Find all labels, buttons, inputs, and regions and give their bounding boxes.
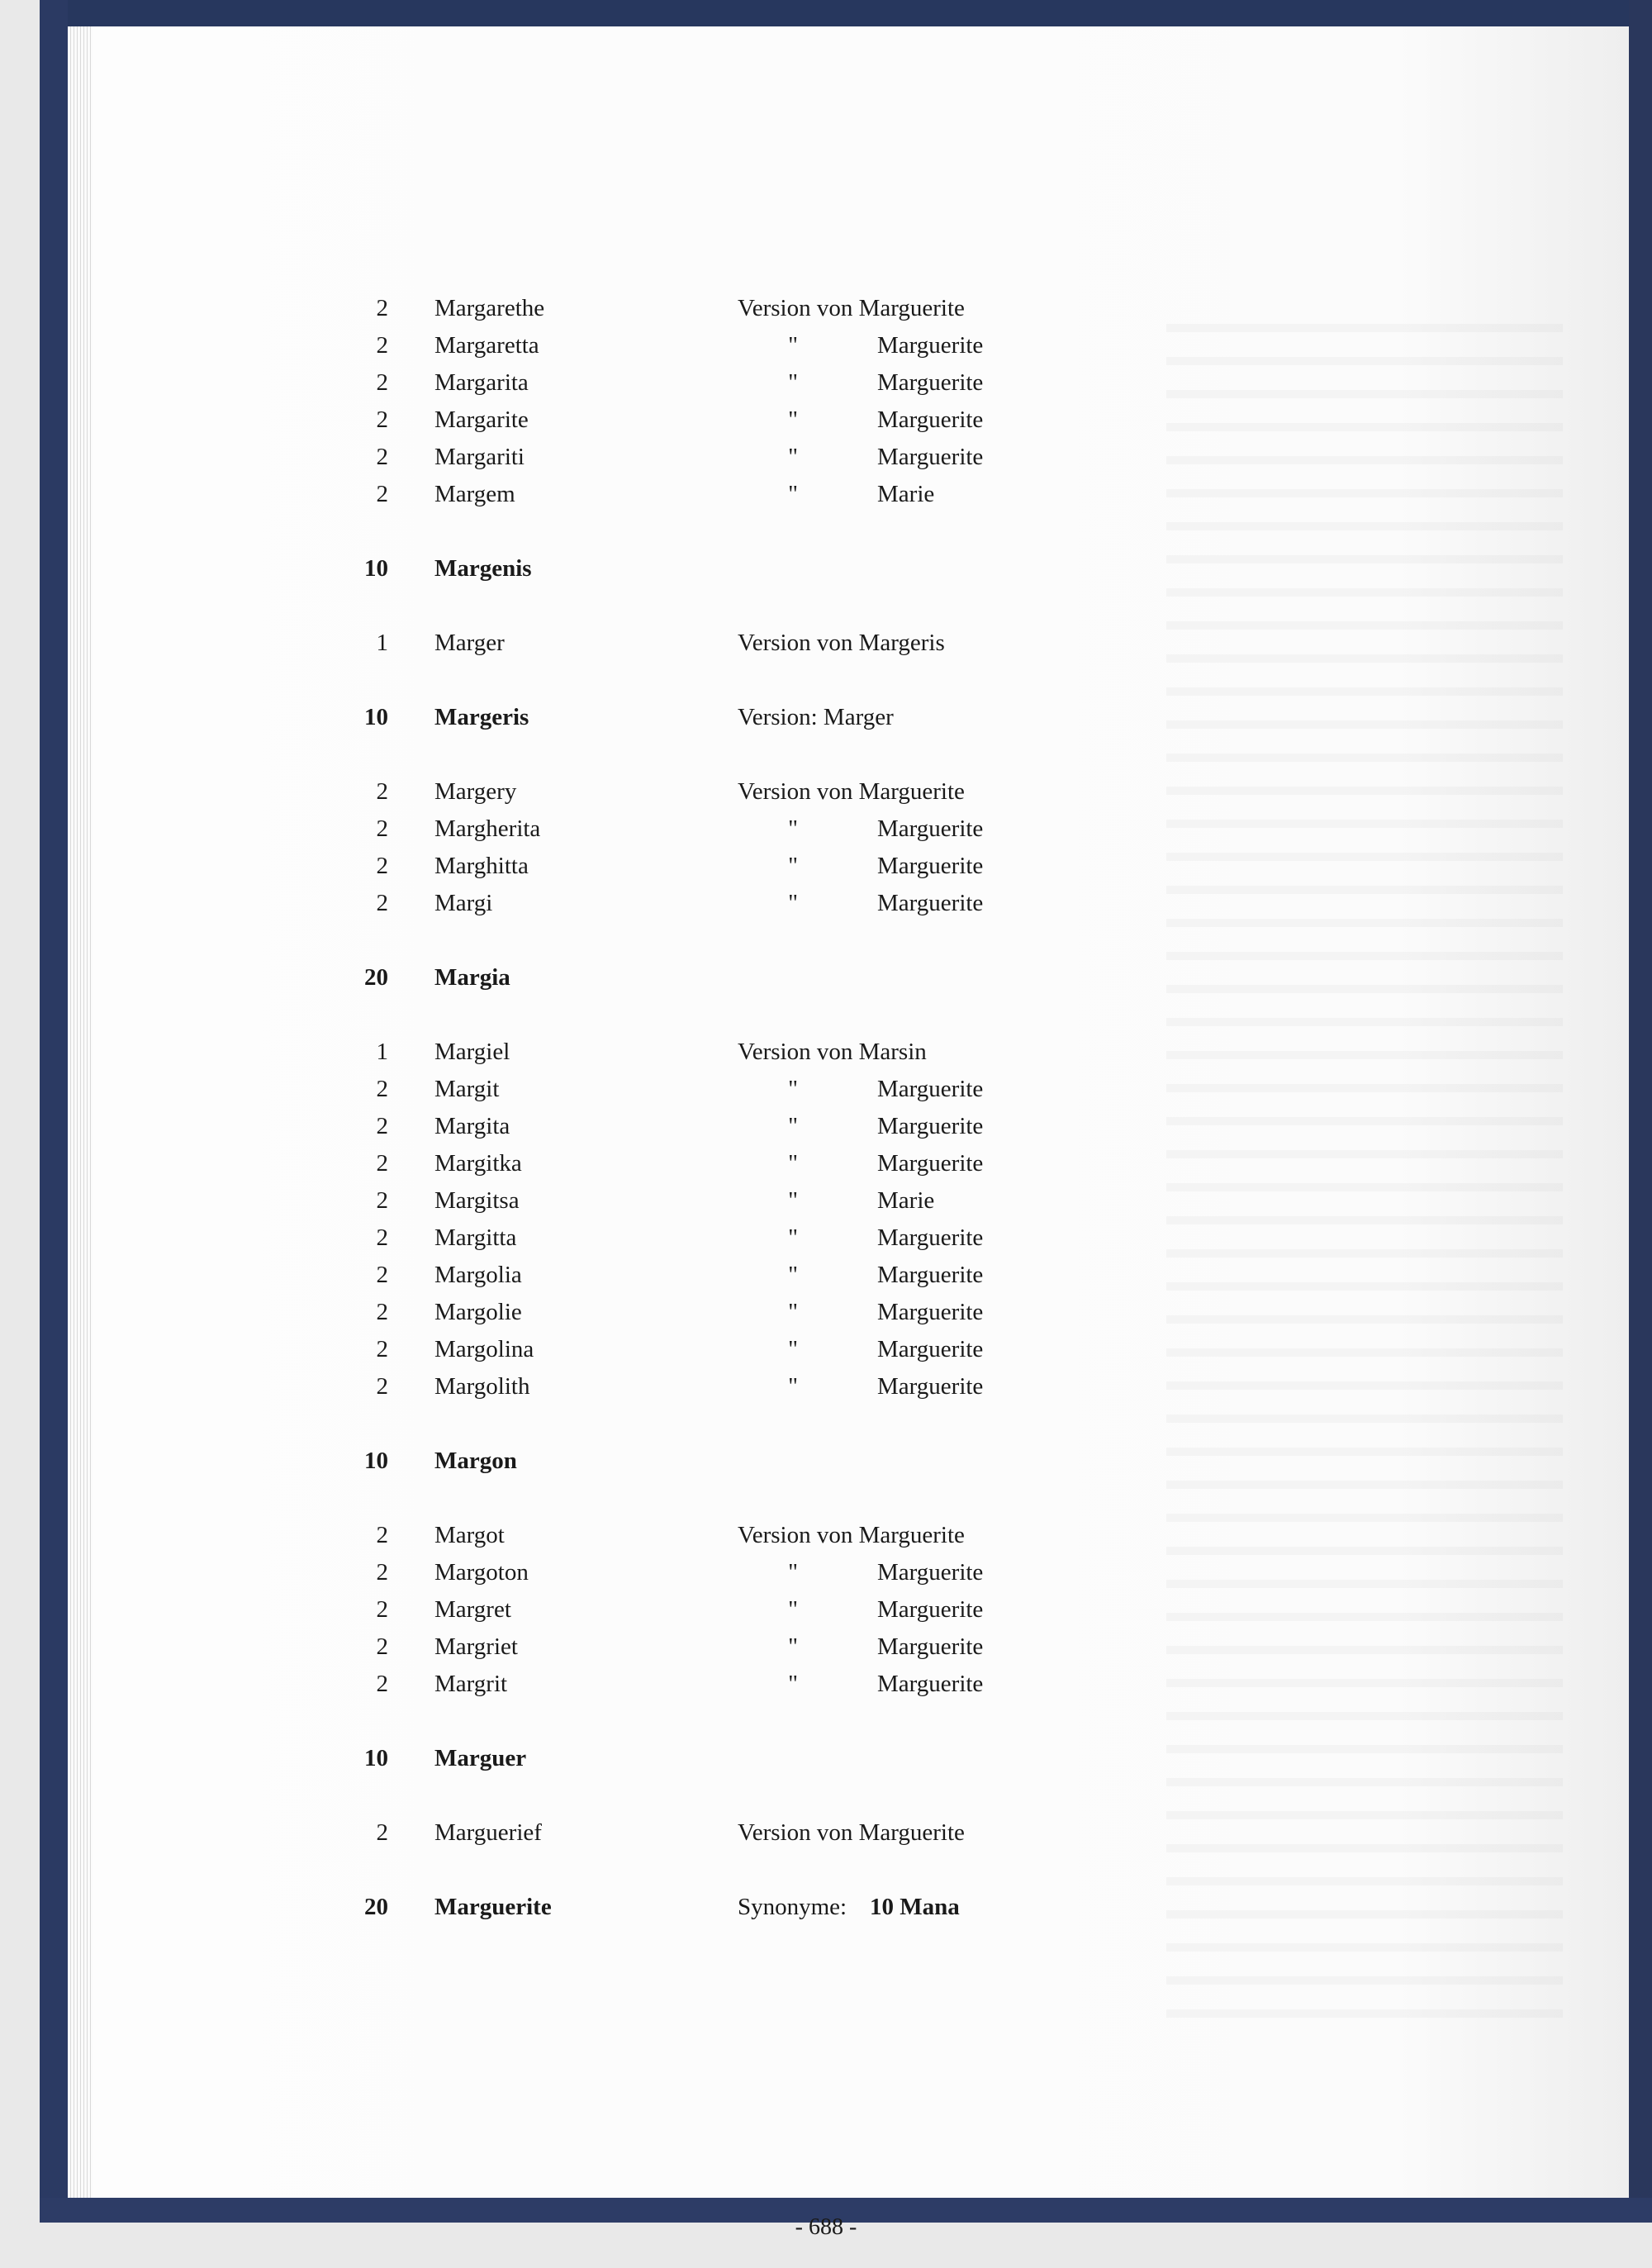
list-entry [0,1293,1652,1331]
entry-description: Version von Marguerite [738,1522,965,1548]
entry-reference: Marguerite [877,1150,984,1177]
ditto-mark: " [788,1373,798,1400]
entry-number: 2 [376,369,388,396]
entry-name: Margolith [434,1373,530,1400]
entry-description: Version von Marsin [738,1039,927,1065]
entry-reference: Marguerite [877,1262,984,1288]
entry-reference: Marguerite [877,332,984,359]
entry-number: 2 [376,1819,388,1846]
list-entry [0,1256,1652,1294]
entry-number: 2 [376,1262,388,1288]
entry-reference: Marguerite [877,1113,984,1139]
list-entry [0,773,1652,811]
ditto-mark: " [788,481,798,507]
entry-number: 20 [364,1894,388,1920]
entry-reference: Marguerite [877,444,984,470]
list-entry [0,549,1652,587]
entry-reference: Marguerite [877,1299,984,1325]
entry-description: Synonyme: [738,1894,847,1920]
entry-number: 2 [376,853,388,879]
entry-number: 2 [376,1633,388,1660]
entry-number: 2 [376,481,388,507]
entry-name: Margolia [434,1262,522,1288]
entry-name: Margeris [434,704,529,730]
entry-number: 2 [376,778,388,805]
entry-description: Version von Marguerite [738,295,965,321]
entry-name: Marger [434,630,505,656]
ditto-mark: " [788,815,798,842]
entry-description: Version von Margeris [738,630,945,656]
entry-number: 2 [376,1076,388,1102]
entry-number: 2 [376,1299,388,1325]
entry-reference: Marie [877,481,935,507]
entry-name: Margrit [434,1671,508,1697]
ditto-mark: " [788,1559,798,1586]
list-entry [0,1442,1652,1480]
list-entry [0,1107,1652,1145]
entry-name: Marguerief [434,1819,542,1846]
entry-name: Margarite [434,407,529,433]
entry-name: Margiel [434,1039,510,1065]
entry-reference: Marguerite [877,1671,984,1697]
entry-name: Margolie [434,1299,522,1325]
ditto-mark: " [788,1187,798,1214]
entry-reference: Marguerite [877,853,984,879]
entry-description: Version von Marguerite [738,778,965,805]
ditto-mark: " [788,853,798,879]
list-entry [0,326,1652,364]
entry-number: 2 [376,407,388,433]
entry-name: Margarita [434,369,529,396]
list-entry [0,698,1652,736]
entry-name: Margit [434,1076,500,1102]
entry-name: Margherita [434,815,541,842]
entry-reference: Marguerite [877,1076,984,1102]
ditto-mark: " [788,1633,798,1660]
entry-number: 2 [376,1596,388,1623]
ditto-mark: " [788,1262,798,1288]
entry-number: 2 [376,1187,388,1214]
ditto-mark: " [788,1150,798,1177]
entry-name: Marguer [434,1745,527,1771]
entry-name: Margia [434,964,510,991]
entry-number: 2 [376,1336,388,1362]
ditto-mark: " [788,1076,798,1102]
list-entry [0,884,1652,922]
entry-reference: Marguerite [877,1633,984,1660]
ditto-mark: " [788,369,798,396]
entry-reference: Marguerite [877,1596,984,1623]
entry-name: Margenis [434,555,532,582]
ditto-mark: " [788,407,798,433]
page-number: - 688 - [795,2214,857,2240]
entry-reference: Marguerite [877,369,984,396]
list-entry [0,1888,1652,1926]
entry-number: 10 [364,1448,388,1474]
entry-name: Margaretta [434,332,539,359]
ditto-mark: " [788,890,798,916]
entry-reference: Marguerite [877,815,984,842]
list-entry [0,1367,1652,1405]
entry-name: Marguerite [434,1894,552,1920]
entry-number: 1 [376,630,388,656]
entry-description: Version: Marger [738,704,894,730]
list-entry [0,475,1652,513]
entry-name: Margitta [434,1224,517,1251]
entry-name: Margem [434,481,515,507]
entry-name: Margitka [434,1150,522,1177]
list-entry [0,1739,1652,1777]
entry-number: 2 [376,815,388,842]
entry-reference: Marie [877,1187,935,1214]
entry-number: 2 [376,1522,388,1548]
list-entry [0,1219,1652,1257]
entry-number: 2 [376,444,388,470]
entry-name: Margon [434,1448,517,1474]
entry-number: 20 [364,964,388,991]
list-entry [0,1665,1652,1703]
entry-name: Margitsa [434,1187,520,1214]
list-entry [0,847,1652,885]
ditto-mark: " [788,332,798,359]
entry-name: Marghitta [434,853,529,879]
ditto-mark: " [788,1113,798,1139]
entry-number: 2 [376,1113,388,1139]
entry-name: Margoton [434,1559,529,1586]
entry-name: Margarethe [434,295,545,321]
entry-number: 1 [376,1039,388,1065]
list-entry [0,958,1652,996]
list-entry [0,1070,1652,1108]
entry-reference: Marguerite [877,1336,984,1362]
list-entry [0,1330,1652,1368]
list-entry [0,401,1652,439]
ditto-mark: " [788,1224,798,1251]
entry-number: 2 [376,1559,388,1586]
entry-number: 2 [376,890,388,916]
entry-number: 2 [376,295,388,321]
ditto-mark: " [788,1671,798,1697]
entry-name: Margret [434,1596,511,1623]
ditto-mark: " [788,1299,798,1325]
entry-name: Margi [434,890,493,916]
entry-reference: Marguerite [877,1373,984,1400]
entry-number: 2 [376,332,388,359]
entry-description: Version von Marguerite [738,1819,965,1846]
list-entry [0,1182,1652,1220]
entry-name: Margariti [434,444,525,470]
entry-reference: Marguerite [877,1559,984,1586]
entry-number: 2 [376,1150,388,1177]
entry-name: Margery [434,778,517,805]
list-entry [0,1553,1652,1591]
entry-number: 10 [364,555,388,582]
ditto-mark: " [788,1336,798,1362]
list-entry [0,438,1652,476]
entry-reference: Marguerite [877,890,984,916]
list-entry [0,1590,1652,1628]
entry-name: Margot [434,1522,505,1548]
entry-number: 10 [364,704,388,730]
entry-reference: Marguerite [877,1224,984,1251]
entry-reference: 10 Mana [870,1894,960,1920]
entry-name: Margita [434,1113,510,1139]
list-entry [0,1033,1652,1071]
ditto-mark: " [788,1596,798,1623]
list-entry [0,624,1652,662]
ditto-mark: " [788,444,798,470]
entry-number: 10 [364,1745,388,1771]
list-entry [0,289,1652,327]
list-entry [0,1516,1652,1554]
list-entry [0,810,1652,848]
entry-number: 2 [376,1671,388,1697]
entry-name: Margriet [434,1633,518,1660]
list-entry [0,364,1652,402]
entry-reference: Marguerite [877,407,984,433]
list-entry [0,1628,1652,1666]
entry-name: Margolina [434,1336,534,1362]
entry-number: 2 [376,1373,388,1400]
list-entry [0,1144,1652,1182]
list-entry [0,1814,1652,1852]
entry-number: 2 [376,1224,388,1251]
